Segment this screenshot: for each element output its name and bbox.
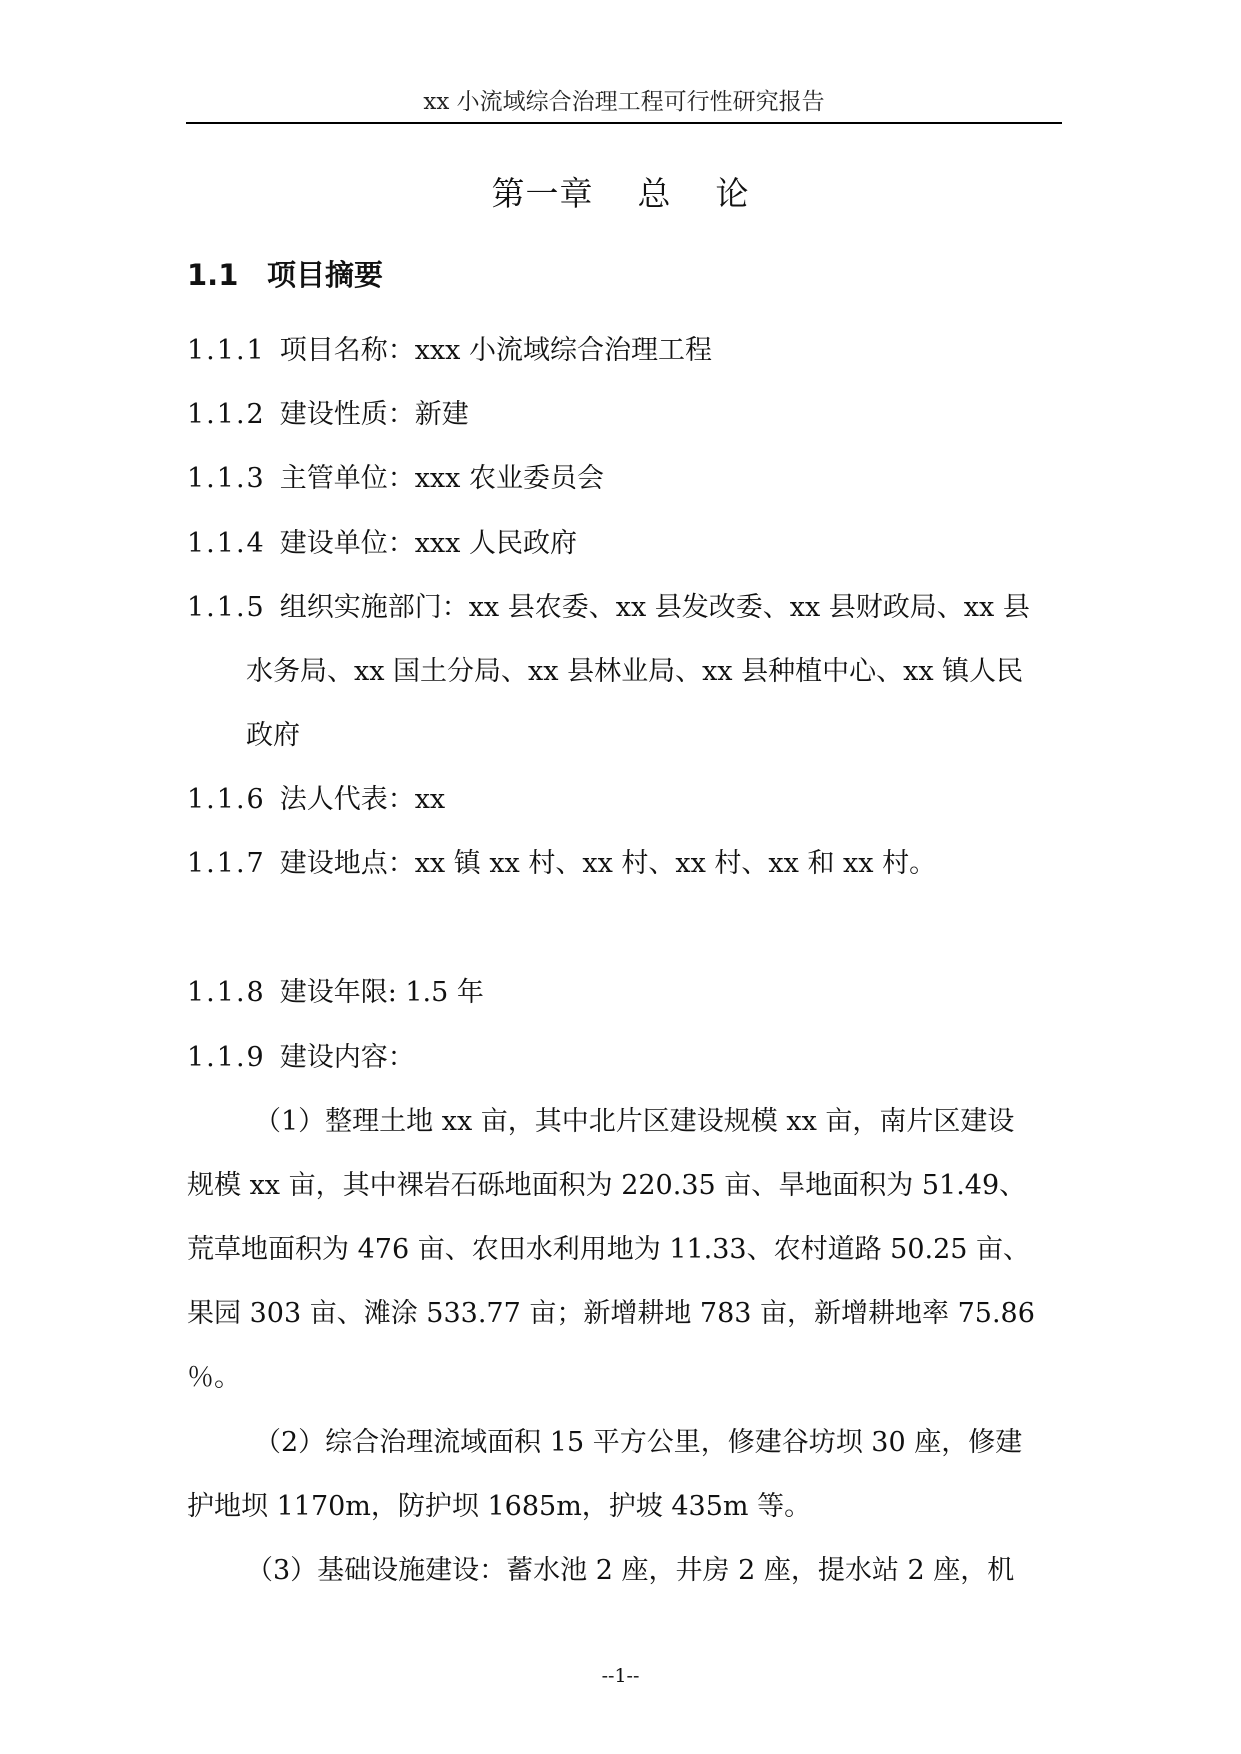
chapter-word-2: 论 (715, 174, 750, 213)
paragraph-1-line: 荒草地面积为 476 亩、农田水利用地为 11.33、农村道路 50.25 亩、 (187, 1234, 1031, 1265)
chapter-title (0, 174, 1241, 214)
item-number: 1.1.1 (187, 335, 266, 366)
paragraph-1-line: 规模 xx 亩，其中裸岩石砾地面积为 220.35 亩、旱地面积为 51.49、 (187, 1170, 1027, 1201)
item-construction-period (187, 975, 484, 1011)
section-number: 1.1 (187, 258, 239, 292)
paragraph-2-line: 护地坝 1170m，防护坝 1685m，护坡 435m 等。 (187, 1491, 812, 1522)
page-header (186, 88, 1062, 124)
item-number: 1.1.2 (187, 399, 266, 430)
item-text: 主管单位：xxx 农业委员会 (279, 463, 604, 494)
paragraph-1-line: 果园 303 亩、滩涂 533.77 亩；新增耕地 783 亩，新增耕地率 75.86 (187, 1298, 1035, 1329)
item-number: 1.1.3 (187, 463, 266, 494)
item-number: 1.1.7 (187, 848, 266, 879)
item-implementing-departments-cont-1 (246, 654, 1023, 690)
header-title: xx 小流域综合治理工程可行性研究报告 (423, 89, 825, 115)
item-number: 1.1.6 (187, 784, 266, 815)
item-text: 建设年限: 1.5 年 (279, 977, 484, 1008)
item-implementing-departments (187, 590, 1030, 626)
item-number: 1.1.5 (187, 592, 266, 623)
item-legal-representative (187, 782, 445, 818)
item-number: 1.1.8 (187, 977, 266, 1008)
item-number: 1.1.4 (187, 528, 266, 559)
item-text: 组织实施部门：xx 县农委、xx 县发改委、xx 县财政局、xx 县 (279, 592, 1030, 623)
item-implementing-departments-cont-2 (246, 718, 300, 754)
item-construction-site (187, 846, 936, 882)
item-text: 法人代表：xx (279, 784, 446, 815)
section-heading (187, 256, 383, 294)
item-text: 建设地点：xx 镇 xx 村、xx 村、xx 村、xx 和 xx 村。 (279, 848, 937, 879)
chapter-label: 第一章 (491, 174, 594, 213)
paragraph-1-line: （1）整理土地 xx 亩，其中北片区建设规模 xx 亩，南片区建设 (254, 1106, 1015, 1137)
item-text: 项目名称：xxx 小流域综合治理工程 (279, 335, 712, 366)
item-construction-unit (187, 526, 577, 562)
item-construction-nature (187, 397, 469, 433)
item-construction-content (187, 1040, 415, 1076)
item-text: 政府 (246, 720, 300, 751)
item-text: 水务局、xx 国土分局、xx 县林业局、xx 县种植中心、xx 镇人民 (246, 656, 1024, 687)
item-project-name (187, 333, 712, 369)
paragraph-2-line: （2）综合治理流域面积 15 平方公里，修建谷坊坝 30 座，修建 (254, 1427, 1023, 1458)
item-text: 建设内容： (279, 1042, 415, 1073)
paragraph-3-line: （3）基础设施建设：蓄水池 2 座，井房 2 座，提水站 2 座，机 (246, 1555, 1015, 1586)
section-title: 项目摘要 (267, 258, 384, 292)
paragraph-1-line: ％。 (187, 1362, 241, 1393)
item-text: 建设单位：xxx 人民政府 (279, 528, 577, 559)
item-number: 1.1.9 (187, 1042, 266, 1073)
chapter-word-1: 总 (637, 174, 672, 213)
item-text: 建设性质：新建 (279, 399, 469, 430)
item-supervising-unit (187, 461, 604, 497)
page-number: --1-- (601, 1665, 640, 1687)
